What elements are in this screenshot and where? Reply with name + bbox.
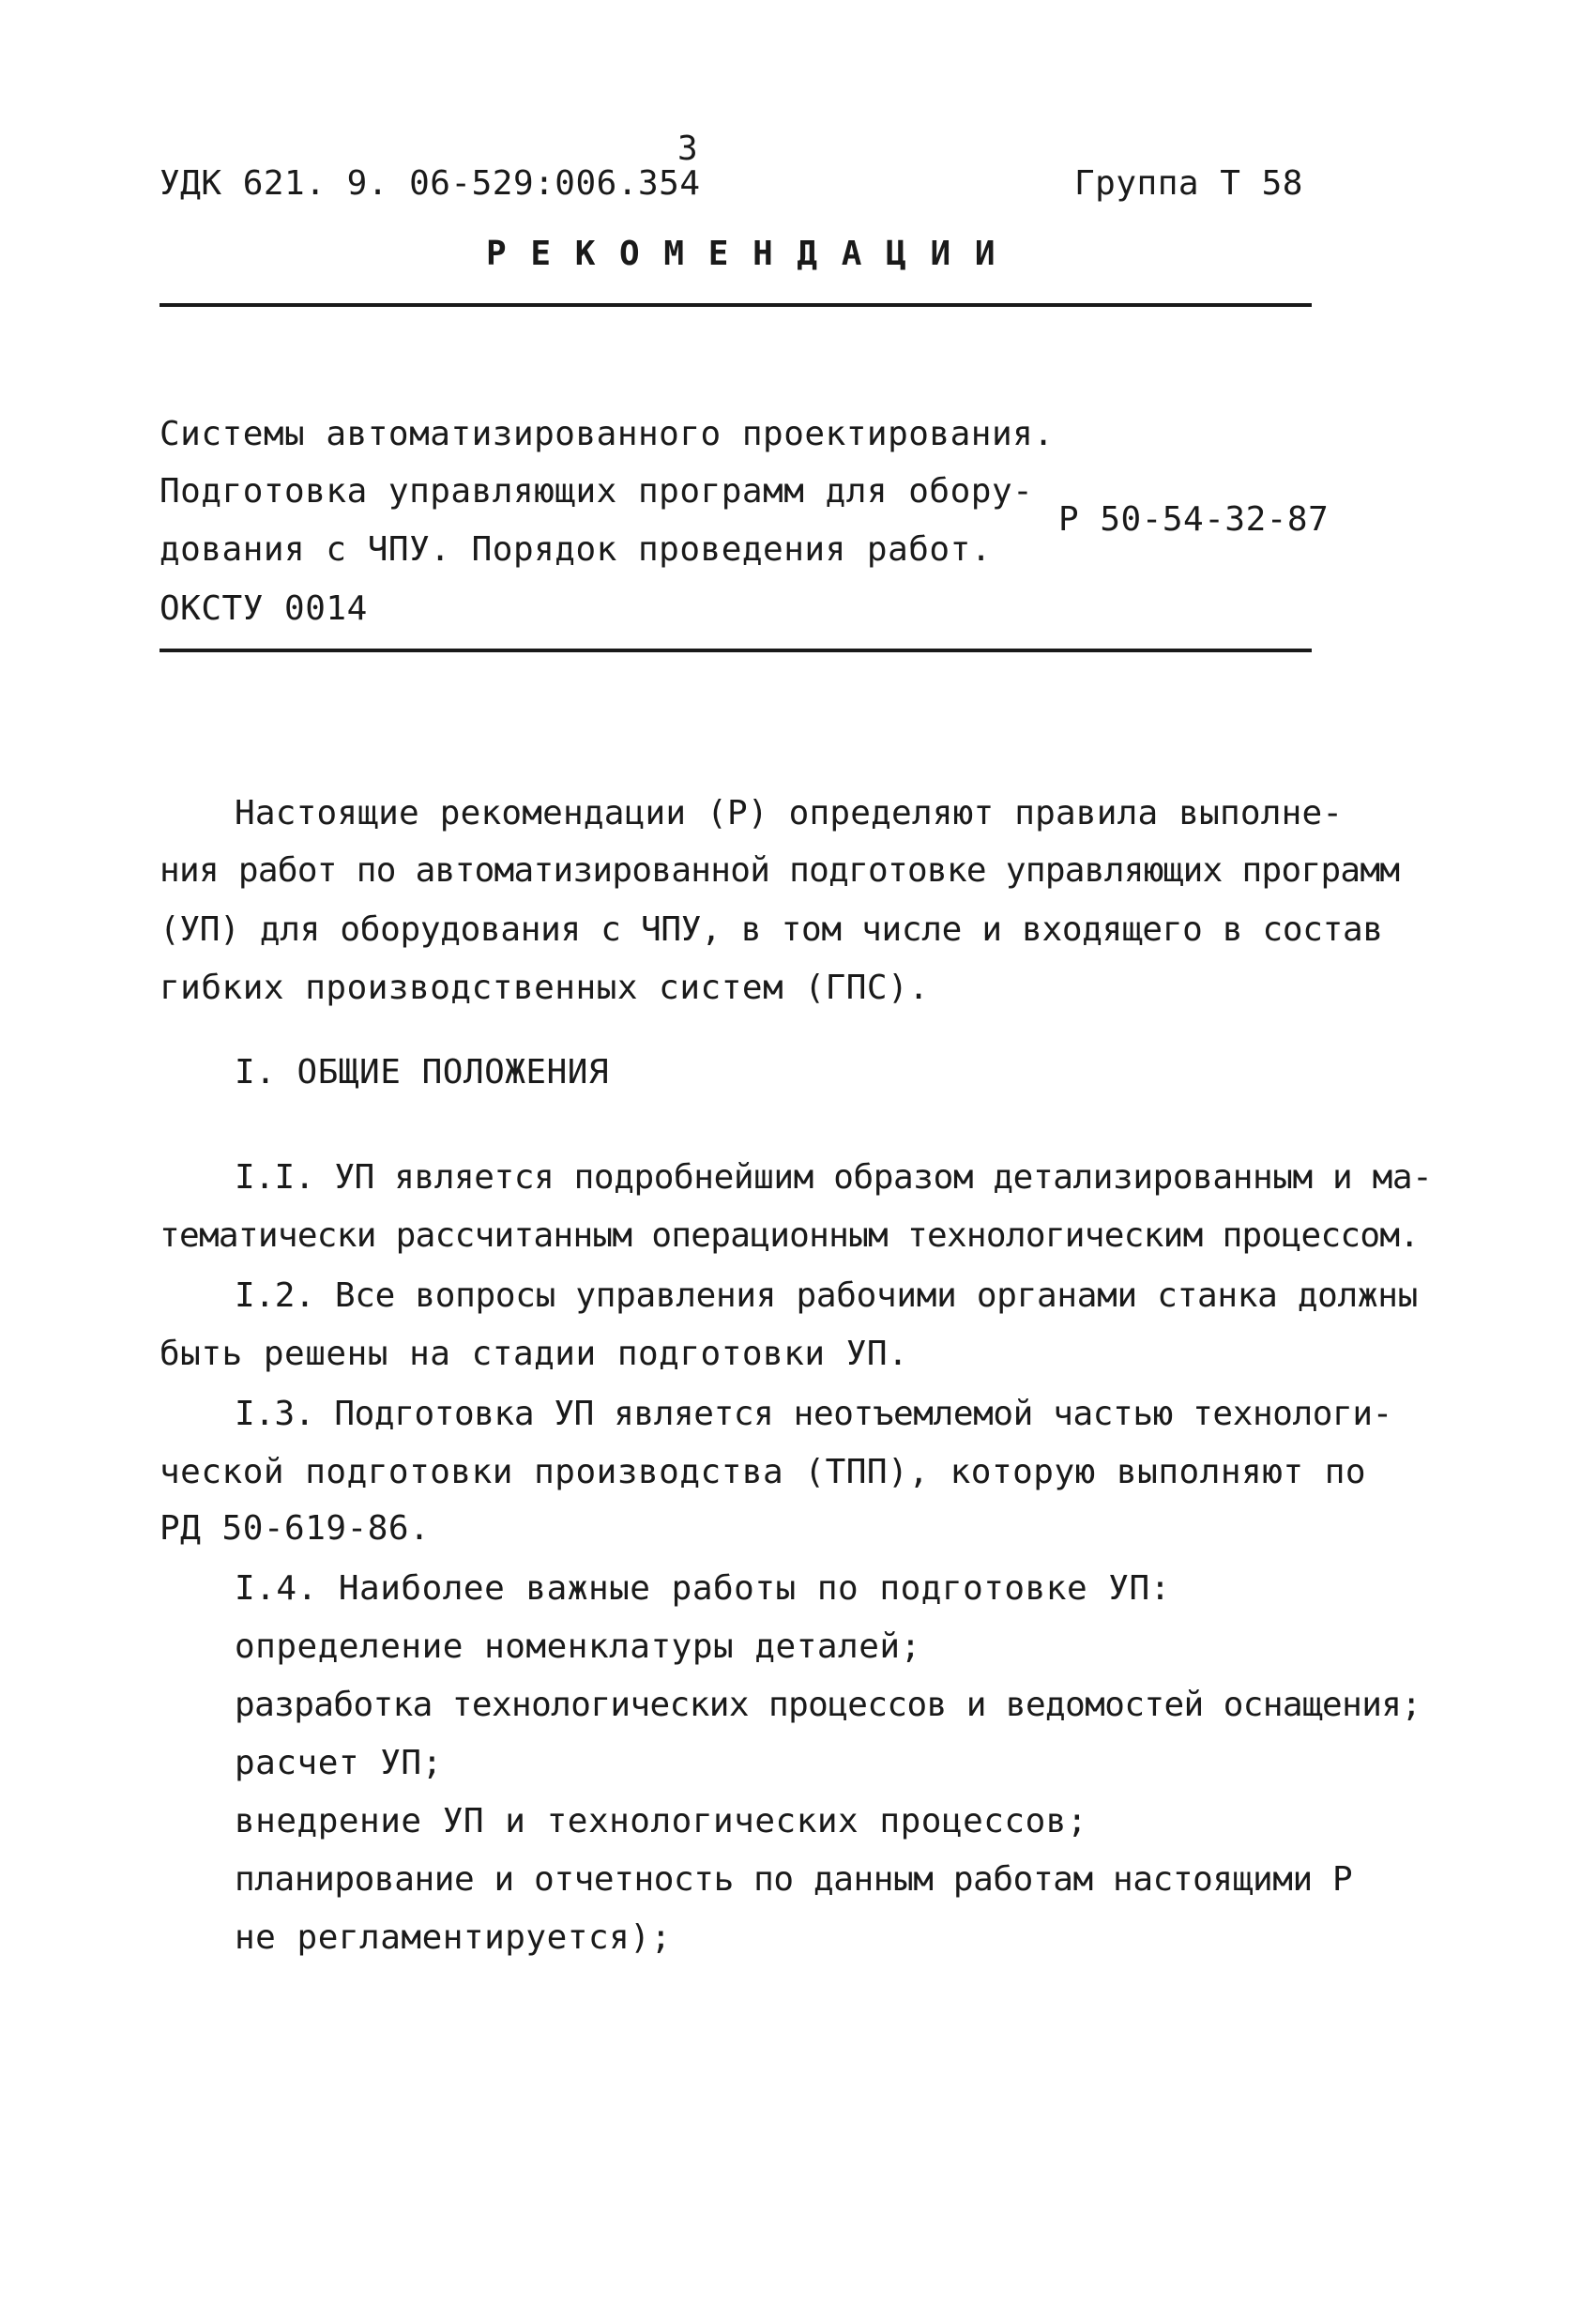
- intro-line-3: (УП) для оборудования с ЧПУ, в том числе и входящего в состав: [160, 910, 1383, 949]
- p1-2-line-2: быть решены на стадии подготовки УП.: [160, 1335, 909, 1373]
- top-rule: [160, 303, 1312, 307]
- intro-line-2: ния работ по автоматизированной подготовке управляющих программ: [160, 851, 1400, 890]
- title-line-3: дования с ЧПУ. Порядок проведения работ.: [160, 530, 992, 569]
- p1-4-line-3: разработка технологических процессов и ведомостей оснащения;: [235, 1686, 1421, 1724]
- udc-code: УДК 621. 9. 06-529:006.354: [160, 164, 701, 203]
- group-code: Группа Т 58: [1074, 164, 1303, 203]
- p1-2-line-1: I.2. Все вопросы управления рабочими органами станка должны: [235, 1276, 1419, 1315]
- title-line-2: Подготовка управляющих программ для обору-: [160, 472, 1034, 511]
- intro-line-4: гибких производственных систем (ГПС).: [160, 969, 930, 1007]
- p1-4-line-5: внедрение УП и технологических процессов;: [235, 1802, 1088, 1840]
- p1-3-line-2: ческой подготовки производства (ТПП), которую выполняют по: [160, 1453, 1367, 1491]
- p1-4-line-6: планирование и отчетность по данным работам настоящими Р: [235, 1860, 1353, 1899]
- p1-4-line-4: расчет УП;: [235, 1744, 443, 1782]
- document-designation: Р 50-54-32-87: [1058, 500, 1330, 539]
- document-type-heading: Р Е К О М Е Н Д А Ц И И: [486, 235, 997, 273]
- p1-3-line-3: РД 50-619-86.: [160, 1509, 431, 1548]
- p1-1-line-2: тематически рассчитанным операционным технологическим процессом.: [160, 1216, 1420, 1255]
- bottom-rule: [160, 649, 1312, 652]
- title-line-1: Системы автоматизированного проектирования.: [160, 415, 1055, 453]
- p1-3-line-1: I.3. Подготовка УП является неотъемлемой частью технологи-: [235, 1395, 1392, 1433]
- page-number: 3: [677, 130, 699, 168]
- p1-4-line-7: не регламентируется);: [235, 1918, 672, 1957]
- section-heading: I. ОБЩИЕ ПОЛОЖЕНИЯ: [235, 1053, 610, 1092]
- title-line-4: ОКСТУ 0014: [160, 589, 368, 628]
- p1-4-line-1: I.4. Наиболее важные работы по подготовке УП:: [235, 1569, 1171, 1608]
- p1-1-line-1: I.I. УП является подробнейшим образом детализированным и ма-: [235, 1158, 1433, 1197]
- p1-4-line-2: определение номенклатуры деталей;: [235, 1627, 921, 1666]
- intro-line-1: Настоящие рекомендации (Р) определяют правила выполне-: [235, 794, 1344, 832]
